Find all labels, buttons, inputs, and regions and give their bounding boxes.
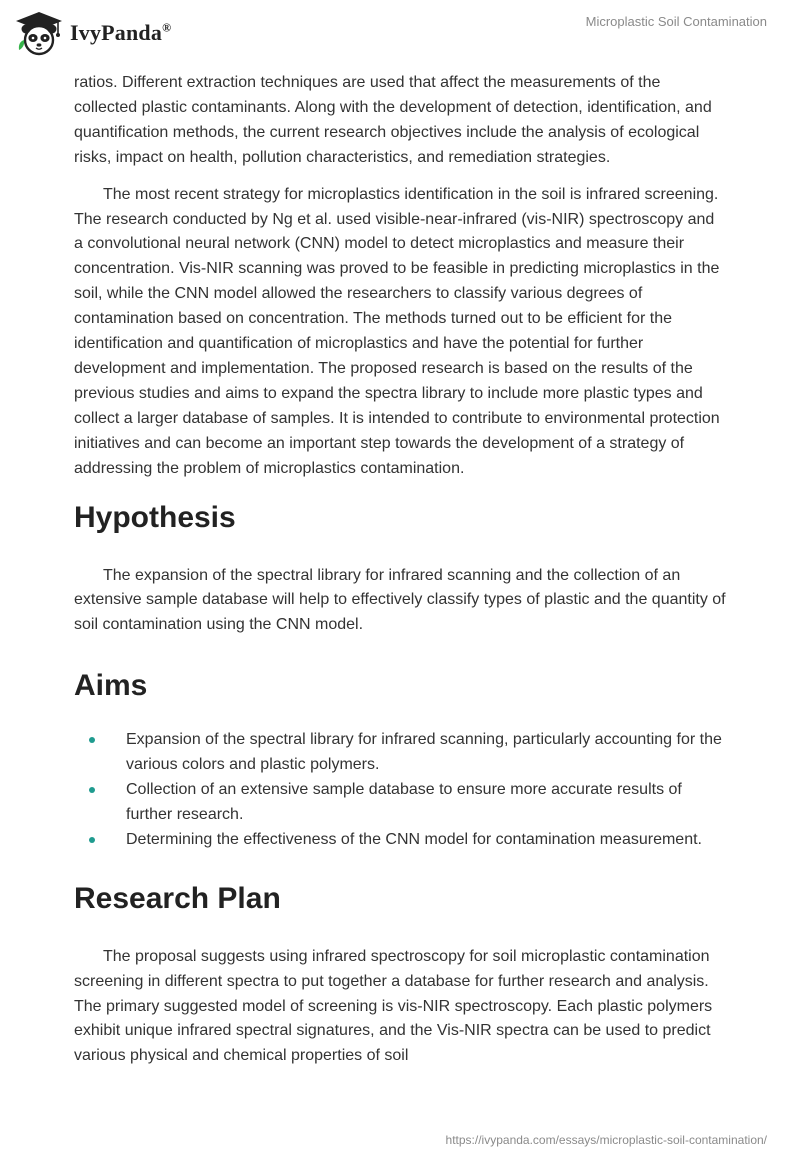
aims-heading: Aims	[74, 669, 148, 703]
body-paragraph: The most recent strategy for microplastics identification in the soil is infrared screening. The research conducted by Ng et al. used visible-near-infrared (vis-NIR) spectroscopy and a convolutional neural network (CNN) model to detect microplastics and measure their concentration. Vis-NIR scanning was proved to be feasible in predicting microplastics in the soil, while the CNN model allowed the researchers to classify various degrees of contamination based on concentration. The methods turned out to be efficient for the identification and quantification of microplastics and have the potential for further development and implementation. The proposed research is based on the results of the previous studies and aims to expand the spectra library to include more plastic types and collect a larger database of samples. It is intended to contribute to environmental protection initiatives and can become an important step towards the development of a strategy of addressing the problem of microplastics contamination.	[74, 185, 720, 477]
aim-text: Collection of an extensive sample database to ensure more accurate results of further research.	[126, 781, 682, 823]
aim-text: Determining the effectiveness of the CNN model for contamination measurement.	[126, 830, 702, 848]
essay-content	[74, 71, 726, 1069]
list-item	[74, 728, 726, 778]
bullet-icon	[89, 737, 95, 743]
page-header	[0, 0, 800, 70]
source-url[interactable]: https://ivypanda.com/essays/microplastic-soil-contamination/	[445, 1133, 767, 1147]
bullet-icon	[89, 787, 95, 793]
brand-logo[interactable]	[14, 10, 171, 56]
panda-graduate-icon	[14, 10, 64, 56]
hypothesis-paragraph: The expansion of the spectral library for infrared scanning and the collection of an extensive sample database will help to effectively classify types of plastic and the quantity of soil contamination using the CNN model.	[74, 566, 726, 634]
document-title: Microplastic Soil Contamination	[585, 14, 767, 29]
research-plan-paragraph: The proposal suggests using infrared spectroscopy for soil microplastic contamination screening in different spectra to put together a database for further research and analysis. The primary suggested model of screening is vis-NIR spectroscopy. Each plastic polymers exhibit unique infrared spectral signatures, and the Vis-NIR spectra can be used to predict various physical and chemical properties of soil	[74, 947, 713, 1065]
brand-name: IvyPanda®	[70, 20, 172, 45]
aim-text: Expansion of the spectral library for infrared scanning, particularly accounting for the various colors and plastic polymers.	[126, 731, 722, 774]
list-item	[74, 778, 726, 828]
research-plan-heading: Research Plan	[74, 881, 281, 915]
aims-list	[74, 728, 726, 853]
intro-paragraph: ratios. Different extraction techniques are used that affect the measurements of the collected plastic contaminants. Along with the development of detection, identification, and quantification methods, the current research objectives include the analysis of ecological risks, impact on health, pollution characteristics, and remediation strategies.	[74, 74, 712, 166]
hypothesis-heading: Hypothesis	[74, 500, 236, 534]
bullet-icon	[89, 837, 95, 843]
registered-mark: ®	[162, 20, 172, 35]
list-item	[74, 828, 726, 853]
